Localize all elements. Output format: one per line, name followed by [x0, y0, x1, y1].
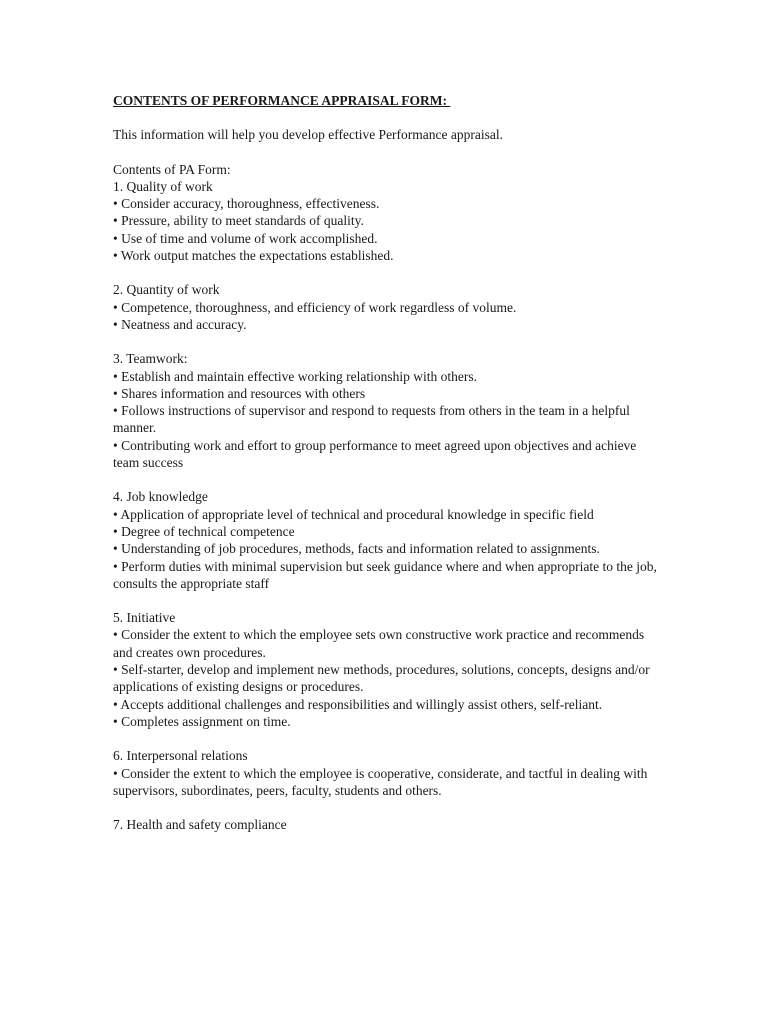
bullet-item: • Follows instructions of supervisor and respond to requests from others in the team in a helpful manner. [113, 403, 630, 436]
bullet-item: • Consider accuracy, thoroughness, effectiveness. [113, 196, 380, 212]
bullet-item: • Work output matches the expectations established. [113, 248, 394, 264]
bullet-item: • Application of appropriate level of technical and procedural knowledge in specific field [113, 506, 594, 522]
section-6 [113, 747, 658, 799]
section-4 [113, 488, 658, 592]
section-7 [113, 816, 658, 833]
bullet-item: • Contributing work and effort to group performance to meet agreed upon objectives and achieve team success [113, 437, 637, 471]
bullet-item: • Consider the extent to which the employee sets own constructive work practice and recommends and creates own procedures. [113, 627, 645, 660]
section-5 [113, 609, 658, 730]
section-heading: 3. Teamwork: [113, 351, 188, 367]
section-1 [113, 178, 658, 264]
bullet-item: • Pressure, ability to meet standards of quality. [113, 213, 364, 229]
section-heading: 7. Health and safety compliance [113, 817, 287, 833]
bullet-item: • Completes assignment on time. [113, 713, 291, 729]
bullet-item: • Self-starter, develop and implement new methods, procedures, solutions, concepts, designs and/or applications of existing designs or procedures. [113, 662, 650, 695]
bullet-list [113, 195, 658, 264]
sections-list [113, 178, 658, 834]
bullet-item: • Competence, thoroughness, and efficiency of work regardless of volume. [113, 299, 517, 315]
bullet-item: • Degree of technical competence [113, 523, 295, 539]
document-body [113, 92, 658, 833]
section-heading: 4. Job knowledge [113, 489, 208, 505]
bullet-item: • Understanding of job procedures, methods, facts and information related to assignments. [113, 541, 600, 557]
intro-paragraph: This information will help you develop effective Performance appraisal. [113, 127, 503, 143]
bullet-item: • Consider the extent to which the employee is cooperative, considerate, and tactful in dealing with supervisors, subordinates, peers, faculty, students and others. [113, 765, 648, 798]
bullet-item: • Neatness and accuracy. [113, 316, 247, 332]
bullet-list [113, 368, 658, 472]
contents-label: Contents of PA Form: [113, 161, 231, 177]
bullet-item: • Use of time and volume of work accomplished. [113, 230, 378, 246]
section-heading: 6. Interpersonal relations [113, 748, 248, 764]
document-title: CONTENTS OF PERFORMANCE APPRAISAL FORM: [113, 93, 451, 108]
bullet-item: • Perform duties with minimal supervision but seek guidance where and when appropriate to the job, consults the appropriate staff [113, 558, 657, 591]
bullet-list [113, 626, 658, 730]
bullet-list [113, 506, 658, 592]
bullet-item: • Establish and maintain effective working relationship with others. [113, 368, 478, 384]
bullet-item: • Accepts additional challenges and responsibilities and willingly assist others, self-reliant. [113, 696, 603, 712]
section-heading: 1. Quality of work [113, 178, 213, 194]
section-3 [113, 350, 658, 471]
section-heading: 2. Quantity of work [113, 282, 220, 298]
bullet-list [113, 299, 658, 334]
bullet-item: • Shares information and resources with others [113, 385, 366, 401]
section-heading: 5. Initiative [113, 610, 176, 626]
section-2 [113, 281, 658, 333]
bullet-list [113, 765, 658, 800]
